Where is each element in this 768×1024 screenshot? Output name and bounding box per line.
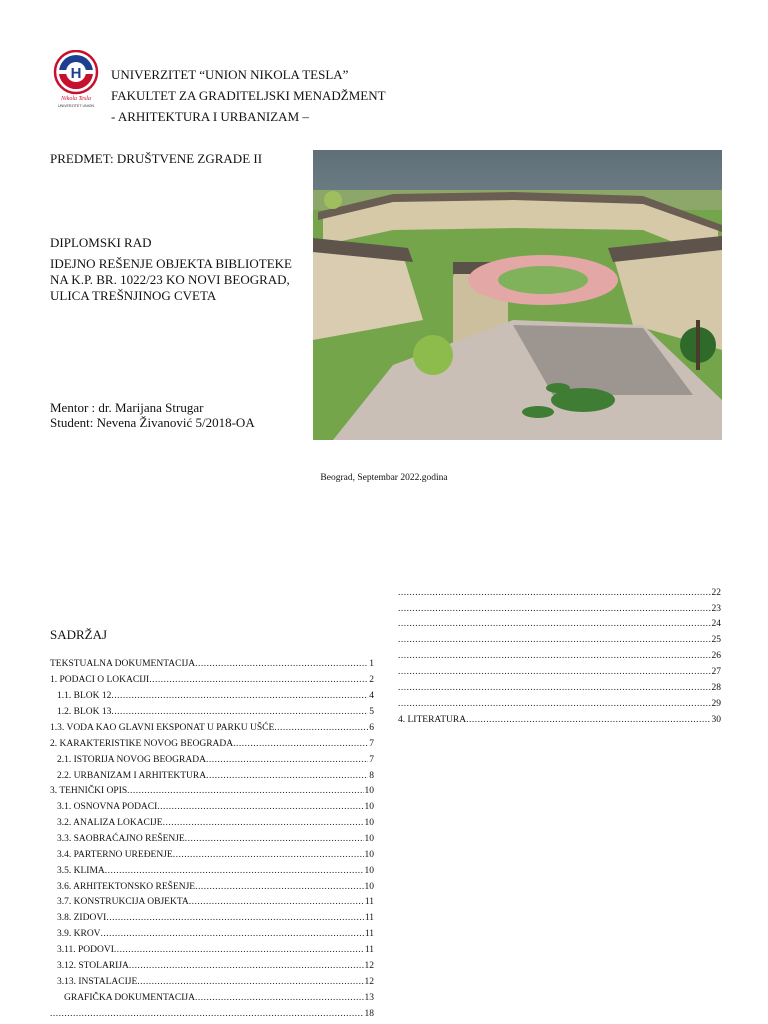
thesis-title-line-1: IDEJNO REŠENJE OBJEKTA BIBLIOTEKE (50, 256, 292, 271)
logo-script: Nikola Tesla (61, 96, 91, 102)
toc-entry[interactable]: ..... 27 (398, 667, 721, 679)
toc-entry[interactable]: 1.1. BLOK 12 ..... 4 (57, 691, 374, 703)
toc-entry[interactable]: ..... 23 (398, 604, 721, 616)
toc-entry[interactable]: 4. LITERATURA ..... 30 (398, 715, 721, 727)
toc-entry[interactable]: 3. TEHNIČKI OPIS ..... 10 (50, 786, 374, 798)
toc-title: SADRŽAJ (50, 627, 108, 642)
place-date: Beograd, Septembar 2022.godina (320, 473, 448, 483)
logo-letter: H (70, 65, 82, 82)
toc-entry[interactable]: ..... 28 (398, 683, 721, 695)
toc-entry[interactable]: 3.5. KLIMA ..... 10 (57, 866, 374, 878)
toc-entry[interactable]: 3.7. KONSTRUKCIJA OBJEKTA ..... 11 (57, 897, 374, 909)
logo-caption: UNIVERZITET UNION (57, 104, 95, 108)
toc-entry[interactable]: ..... 25 (398, 635, 721, 647)
toc-entry[interactable]: 2.1. ISTORIJA NOVOG BEOGRADA ..... 7 (57, 755, 374, 767)
toc-entry[interactable]: GRAFIČKA DOKUMENTACIJA ..... 13 (64, 993, 374, 1005)
mentor-line: Mentor : dr. Marijana Strugar (50, 400, 204, 415)
thesis-title-line-3: ULICA TREŠNJINOG CVETA (50, 288, 217, 303)
toc-entry[interactable]: ..... 26 (398, 651, 721, 663)
library-rendering-image (313, 150, 722, 440)
toc-entry[interactable]: 2. KARAKTERISTIKE NOVOG BEOGRADA ..... 7 (50, 739, 374, 751)
toc-entry[interactable]: 3.3. SAOBRAĆAJNO REŠENJE ..... 10 (57, 834, 374, 846)
toc-entry[interactable]: 1.3. VODA KAO GLAVNI EKSPONAT U PARKU UŠĆE ..... 6 (50, 723, 374, 735)
university-logo (52, 50, 100, 112)
toc-entry[interactable]: 3.2. ANALIZA LOKACIJE ..... 10 (57, 818, 374, 830)
thesis-title-line-2: NA K.P. BR. 1022/23 KO NOVI BEOGRAD, (50, 272, 290, 287)
thesis-type: DIPLOMSKI RAD (50, 235, 152, 250)
toc-entry[interactable]: 3.12. STOLARIJA ..... 12 (57, 961, 374, 973)
toc-entry[interactable]: 2.2. URBANIZAM I ARHITEKTURA ..... 8 (57, 771, 374, 783)
student-line: Student: Nevena Živanović 5/2018-OA (50, 415, 255, 430)
department-name: - ARHITEKTURA I URBANIZAM – (111, 109, 309, 124)
toc-entry[interactable]: ..... 24 (398, 619, 721, 631)
faculty-name: FAKULTET ZA GRADITELJSKI MENADŽMENT (111, 88, 386, 103)
toc-entry[interactable]: 3.6. ARHITEKTONSKO REŠENJE ..... 10 (57, 882, 374, 894)
toc-entry[interactable]: 3.9. KROV ..... 11 (57, 929, 374, 941)
subject-line: PREDMET: DRUŠTVENE ZGRADE II (50, 151, 263, 166)
toc-entry[interactable]: 3.1. OSNOVNA PODACI ..... 10 (57, 802, 374, 814)
toc-entry[interactable]: ..... 29 (398, 699, 721, 711)
toc-entry[interactable]: 3.8. ZIDOVI ..... 11 (57, 913, 374, 925)
toc-entry[interactable]: 3.13. INSTALACIJE ..... 12 (57, 977, 374, 989)
toc-entry[interactable]: 1.2. BLOK 13 ..... 5 (57, 707, 374, 719)
toc-entry[interactable]: ..... 22 (398, 588, 721, 600)
toc-entry[interactable]: TEKSTUALNA DOKUMENTACIJA ..... 1 (50, 659, 374, 671)
university-name: UNIVERZITET “UNION NIKOLA TESLA” (111, 67, 349, 82)
toc-entry[interactable]: 3.11. PODOVI ..... 11 (57, 945, 374, 957)
toc-entry[interactable]: 3.4. PARTERNO UREĐENJE ..... 10 (57, 850, 374, 862)
toc-entry[interactable]: 1. PODACI O LOKACIJI ..... 2 (50, 675, 374, 687)
toc-entry[interactable]: ..... 18 (50, 1009, 374, 1021)
